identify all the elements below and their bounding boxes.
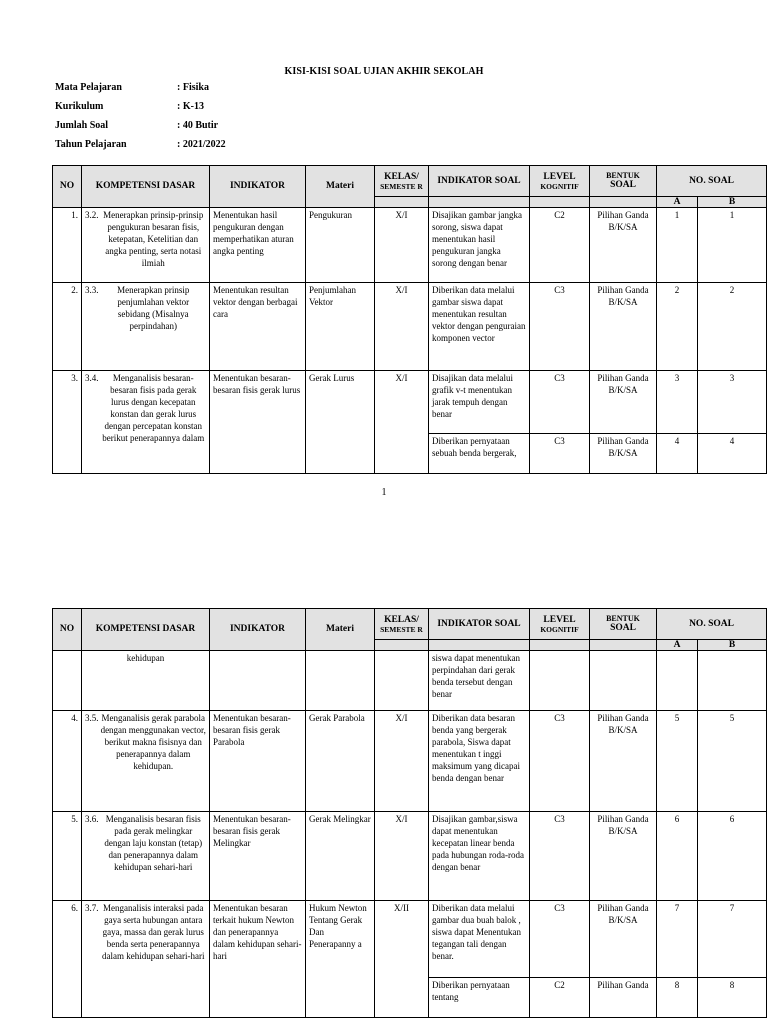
- row-no-a: 2: [657, 283, 698, 371]
- row-indikator: [210, 651, 306, 711]
- row-materi: Pengukuran: [306, 208, 375, 283]
- meta-label: Kurikulum: [55, 101, 104, 112]
- header-kompetensi-dasar: KOMPETENSI DASAR: [82, 166, 210, 208]
- row-no-a: 6: [657, 812, 698, 901]
- row-indikator-soal: Disajikan data melalui grafik v-t menentukan jarak tempuh dengan benar: [429, 371, 530, 434]
- row-kelas: X/I: [375, 711, 429, 812]
- row-indikator-soal: Diberikan data besaran benda yang bergerak parabola, Siswa dapat menentukan t inggi maksimum yang dicapai benda dengan benar: [429, 711, 530, 812]
- row-indikator-soal: siswa dapat menentukan perpindahan dari gerak benda tersebut dengan benar: [429, 651, 530, 711]
- row-no: 4.: [53, 711, 82, 812]
- table-row: [53, 208, 767, 283]
- row-materi: [306, 651, 375, 711]
- row-bentuk: Pilihan Ganda: [590, 978, 657, 1018]
- header-blank: [429, 197, 530, 208]
- row-no-b: 7: [698, 901, 767, 978]
- header-kelas: [375, 609, 429, 640]
- meta-value: : Fisika: [177, 82, 209, 93]
- row-materi: Gerak Parabola: [306, 711, 375, 812]
- row-indikator: Menentukan resultan vektor dengan berbagai cara: [210, 283, 306, 371]
- row-no-b: 6: [698, 812, 767, 901]
- header-blank: [429, 640, 530, 651]
- row-kelas: [375, 651, 429, 711]
- row-level: C2: [530, 208, 590, 283]
- row-indikator: Menentukan besaran-besaran fisis gerak Melingkar: [210, 812, 306, 901]
- table-row: [53, 812, 767, 901]
- kd-code: 3.2.: [85, 210, 99, 220]
- row-no-a: 8: [657, 978, 698, 1018]
- row-indikator: Menentukan besaran terkait hukum Newton dan penerapannya dalam kehidupan sehari-hari: [210, 901, 306, 1018]
- row-no: 6.: [53, 901, 82, 1018]
- row-level: [530, 651, 590, 711]
- table-row: [53, 711, 767, 812]
- header-kelas: [375, 166, 429, 197]
- header-bentuk: [590, 166, 657, 197]
- row-no-a: 1: [657, 208, 698, 283]
- row-level: C3: [530, 812, 590, 901]
- header-level-bottom: KOGNITIF: [540, 181, 579, 191]
- header-bentuk-bottom: SOAL: [610, 180, 636, 190]
- row-materi: Gerak Melingkar: [306, 812, 375, 901]
- kd-code: 3.3.: [85, 285, 99, 295]
- row-kompetensi-dasar: [82, 208, 210, 283]
- header-no: NO: [53, 609, 82, 651]
- row-bentuk: [590, 651, 657, 711]
- row-level: C3: [530, 434, 590, 474]
- header-level-top: LEVEL: [543, 614, 576, 625]
- row-no: 1.: [53, 208, 82, 283]
- header-no-soal: NO. SOAL: [657, 166, 767, 197]
- row-no-b: 1: [698, 208, 767, 283]
- kd-text: Menganalisis interaksi pada gaya serta hubungan antara gaya, massa dan gerak lurus benda serta penerapannya dalam kehidupan sehari-hari: [102, 903, 205, 961]
- header-kelas-bottom: SEMESTE R: [380, 624, 423, 634]
- row-indikator-soal: Disajikan gambar jangka sorong, siswa dapat menentukan hasil pengukuran jangka sorong dengan benar: [429, 208, 530, 283]
- row-no: 3.: [53, 371, 82, 474]
- row-no-a: 4: [657, 434, 698, 474]
- row-level: C3: [530, 371, 590, 434]
- row-level: C2: [530, 978, 590, 1018]
- header-bentuk: [590, 609, 657, 640]
- row-kelas: X/I: [375, 283, 429, 371]
- header-materi: Materi: [306, 609, 375, 651]
- row-bentuk: Pilihan Ganda B/K/SA: [590, 711, 657, 812]
- row-materi: Hukum Newton Tentang Gerak Dan Penerapanny a: [306, 901, 375, 1018]
- row-no-b: 5: [698, 711, 767, 812]
- header-bentuk-top: BENTUK: [606, 171, 640, 180]
- row-indikator: Menentukan besaran-besaran fisis gerak Parabola: [210, 711, 306, 812]
- header-b: B: [698, 640, 767, 651]
- header-bentuk-top: BENTUK: [606, 614, 640, 623]
- row-level: C3: [530, 283, 590, 371]
- header-level: [530, 609, 590, 640]
- row-kompetensi-dasar: [82, 283, 210, 371]
- row-level: C3: [530, 711, 590, 812]
- row-kompetensi-dasar: [82, 711, 210, 812]
- kisi-table-page-2: [52, 608, 767, 1018]
- meta-label: Jumlah Soal: [55, 120, 109, 131]
- row-bentuk: Pilihan Ganda B/K/SA: [590, 208, 657, 283]
- header-bentuk-bottom: SOAL: [610, 623, 636, 633]
- row-no: 5.: [53, 812, 82, 901]
- row-kompetensi-dasar: [82, 812, 210, 901]
- row-no-b: 8: [698, 978, 767, 1018]
- header-level-top: LEVEL: [543, 171, 576, 182]
- kd-code: 3.5.: [85, 713, 99, 723]
- kd-text: Menganalisis besaran fisis pada gerak melingkar dengan laju konstan (tetap) dan penerapannya dalam kehidupan sehari-hari: [104, 814, 203, 872]
- header-materi: Materi: [306, 166, 375, 208]
- row-kelas: X/I: [375, 812, 429, 901]
- row-bentuk: Pilihan Ganda B/K/SA: [590, 812, 657, 901]
- row-indikator-soal: Diberikan pernyataan sebuah benda bergerak,: [429, 434, 530, 474]
- row-materi: Penjumlahan Vektor: [306, 283, 375, 371]
- header-blank: [590, 197, 657, 208]
- row-kompetensi-dasar: [82, 901, 210, 1018]
- header-no: NO: [53, 166, 82, 208]
- row-kompetensi-dasar: kehidupan: [82, 651, 210, 711]
- row-no-a: [657, 651, 698, 711]
- header-b: B: [698, 197, 767, 208]
- header-kompetensi-dasar: KOMPETENSI DASAR: [82, 609, 210, 651]
- meta-value: : K-13: [177, 101, 204, 112]
- table-row: [53, 651, 767, 711]
- row-kelas: X/II: [375, 901, 429, 1018]
- row-indikator-soal: Diberikan data melalui gambar dua buah balok , siswa dapat Menentukan tegangan tali dengan benar.: [429, 901, 530, 978]
- row-no-a: 5: [657, 711, 698, 812]
- header-no-soal: NO. SOAL: [657, 609, 767, 640]
- header-indikator-soal: INDIKATOR SOAL: [429, 609, 530, 640]
- kd-text: Menerapkan prinsip-prinsip pengukuran besaran fisis, ketepatan, Ketelitian dan angka penting, serta notasi ilmiah: [103, 210, 204, 268]
- header-indikator: INDIKATOR: [210, 166, 306, 208]
- header-indikator-soal: INDIKATOR SOAL: [429, 166, 530, 197]
- kd-code: 3.6.: [85, 814, 99, 824]
- table-row: [53, 901, 767, 978]
- meta-value: : 40 Butir: [177, 120, 219, 131]
- row-bentuk: Pilihan Ganda B/K/SA: [590, 283, 657, 371]
- row-bentuk: Pilihan Ganda B/K/SA: [590, 901, 657, 978]
- kd-text: Menganalisis besaran-besaran fisis pada gerak lurus dengan kecepatan konstan dan gerak lurus dengan percepatan konstan berikut penerapannya dalam: [102, 373, 205, 443]
- row-bentuk: Pilihan Ganda B/K/SA: [590, 371, 657, 434]
- header-a: A: [657, 197, 698, 208]
- row-kelas: X/I: [375, 371, 429, 474]
- meta-value: : 2021/2022: [177, 139, 226, 150]
- row-no-b: 4: [698, 434, 767, 474]
- document-title: KISI-KISI SOAL UJIAN AKHIR SEKOLAH: [284, 66, 484, 77]
- row-no: [53, 651, 82, 711]
- row-indikator-soal: Diberikan pernyataan tentang: [429, 978, 530, 1018]
- header-blank: [590, 640, 657, 651]
- kisi-table-page-1: [52, 165, 767, 474]
- meta-label: Mata Pelajaran: [55, 82, 122, 93]
- header-a: A: [657, 640, 698, 651]
- row-no: 2.: [53, 283, 82, 371]
- row-indikator-soal: Diberikan data melalui gambar siswa dapat menentukan resultan vektor dengan penguraian komponen vector: [429, 283, 530, 371]
- row-bentuk: Pilihan Ganda B/K/SA: [590, 434, 657, 474]
- row-materi: Gerak Lurus: [306, 371, 375, 474]
- table-row: [53, 371, 767, 434]
- header-level-bottom: KOGNITIF: [540, 624, 579, 634]
- row-no-a: 3: [657, 371, 698, 434]
- table-row: [53, 283, 767, 371]
- row-indikator: Menentukan besaran-besaran fisis gerak lurus: [210, 371, 306, 474]
- meta-label: Tahun Pelajaran: [55, 139, 127, 150]
- header-kelas-bottom: SEMESTE R: [380, 181, 423, 191]
- kd-text: Menganalisis gerak parabola dengan menggunakan vector, berikut makna fisisnya dan penerapannya dalam kehidupan.: [100, 713, 206, 771]
- row-kompetensi-dasar: [82, 371, 210, 474]
- header-kelas-top: KELAS/: [384, 614, 419, 625]
- row-no-b: 2: [698, 283, 767, 371]
- row-no-b: [698, 651, 767, 711]
- kd-code: 3.4.: [85, 373, 99, 383]
- row-kelas: X/I: [375, 208, 429, 283]
- kd-text: Menerapkan prinsip penjumlahan vektor sebidang (Misalnya perpindahan): [117, 285, 190, 331]
- row-indikator: Menentukan hasil pengukuran dengan memperhatikan aturan angka penting: [210, 208, 306, 283]
- header-indikator: INDIKATOR: [210, 609, 306, 651]
- row-no-b: 3: [698, 371, 767, 434]
- row-level: C3: [530, 901, 590, 978]
- header-blank: [530, 640, 590, 651]
- header-kelas-top: KELAS/: [384, 171, 419, 182]
- header-level: [530, 166, 590, 197]
- header-blank: [530, 197, 590, 208]
- header-blank: [375, 640, 429, 651]
- row-indikator-soal: Disajikan gambar,siswa dapat menentukan kecepatan linear benda pada hubungan roda-roda dengan benar: [429, 812, 530, 901]
- page-number: 1: [381, 487, 387, 498]
- header-blank: [375, 197, 429, 208]
- kd-code: 3.7.: [85, 903, 99, 913]
- row-no-a: 7: [657, 901, 698, 978]
